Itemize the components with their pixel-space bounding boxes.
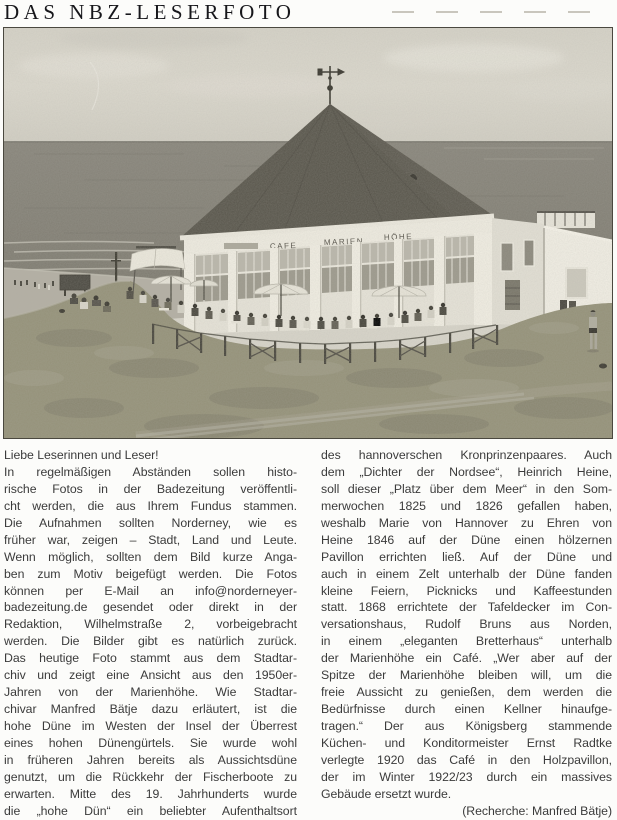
text-line: Küchen- und Konditormeister Ernst Radtke (321, 735, 612, 750)
text-line: dem „Dichter der Nordsee“, Heinrich Heine, (321, 464, 612, 479)
text-line: Redaktion, Wilhelmstraße 2, vorbeigebracht (4, 617, 297, 632)
text-line: versationshaus, Rudolf Bruns aus Norden, (321, 617, 612, 632)
text-line: Spitze der Marienhöhe bleiben will, um die (321, 668, 612, 683)
text-line: Das heutige Foto stammt aus dem Stadtar- (4, 651, 297, 666)
text-line: genutzt, um die Rückkehr der Fischerboote zu (4, 769, 297, 784)
text-line: tragen.“ Der aus Königsberg stammende (321, 719, 612, 733)
text-line: freie Aussicht zu genießen, dem werden die (321, 685, 612, 700)
text-line: chivar Manfred Bätje dazu erläutert, ist die (4, 702, 297, 717)
text-line: Die Aufnahmen sollten Norderney, wie es (4, 515, 297, 530)
text-line: des hannoverschen Kronprinzenpaares. Auch (321, 448, 612, 462)
text-line: merwochen 1825 und 1826 gefallen haben, (321, 498, 612, 513)
text-line: Jahren von der Marienhöhe. Wie Stadtar- (4, 685, 297, 700)
reader-photo-illustration (4, 28, 612, 438)
text-line: eines hohen Dünengürtels. Sie wurde wohl (4, 735, 297, 750)
text-line: in einem „eleganten Bretterhaus“ unterhalb (321, 634, 612, 649)
headline-dashed-rule (392, 11, 612, 13)
text-line: ben zum Motiv beigefügt werden. Die Fotos (4, 566, 297, 581)
text-line: Heine 1846 auf der Düne einen hölzernen (321, 532, 612, 547)
text-line: statt. 1868 errichtete der Tafeldecker im Con- (321, 600, 612, 615)
text-line: Pavillon errichten ließ. Auf der Düne und (321, 549, 612, 564)
text-line: der Marienhöhe ein Café. „Wer aber auf der (321, 651, 612, 666)
credit-line: (Recherche: Manfred Bätje) (462, 803, 612, 818)
reader-photo (3, 27, 613, 439)
article-right-column (321, 447, 612, 820)
text-line: auch in einem Zelt unterhalb der Düne fanden (321, 566, 612, 581)
text-line: cht werden, die aus Ihrem Fundus stammen. (4, 498, 297, 513)
text-line: früher war, zeigen – Stadt, Land und Leute. (4, 532, 297, 547)
text-line: kleine Feiern, Picknicks und Kaffeestunden (321, 583, 612, 598)
text-line: werden. Die Bilder gibt es natürlich zurück. (4, 634, 297, 649)
text-line: In regelmäßigen Abständen sollen histo- (4, 464, 297, 479)
film-grain-overlay (4, 28, 612, 438)
text-line: die „hohe Dün“ ein beliebter Aufenthaltsort (4, 803, 297, 818)
text-line: Bedürfnisse durch einen Kellner hinaufge- (321, 702, 612, 717)
text-line: verlegte 1920 das Café in den Holzpavillon, (321, 752, 612, 767)
page-title: DAS NBZ-LESERFOTO (4, 0, 296, 24)
text-line: erwarten. Mitte des 19. Jahrhunderts wurde (4, 786, 297, 801)
text-line: hohe Düne im Westen der Insel der Überrest (4, 719, 297, 733)
text-line: der im Winter 1922/23 durch ein massives (321, 769, 612, 784)
text-line: Gebäude ersetzt wurde. (321, 786, 452, 801)
text-line: weshalb Marie von Hannover zu Ehren von (321, 515, 612, 530)
text-line: in früheren Jahren bereits als Aussichtsdüne (4, 752, 297, 767)
text-line: Liebe Leserinnen und Leser! (4, 448, 159, 462)
text-line: rische Fotos in der Badezeitung veröffentli- (4, 481, 297, 496)
article-left-column (4, 447, 297, 820)
text-line: chiv und zeigt eine Ansicht aus den 1950er- (4, 668, 297, 683)
text-line: badezeitung.de gesendet oder direkt in der (4, 600, 297, 615)
text-line: soll dieser „Platz über dem Meer“ in den Som- (321, 481, 612, 496)
text-line: können per E-Mail an info@norderneyer- (4, 583, 297, 598)
text-line: Wenn möglich, sollten dem Bild kurze Anga- (4, 549, 297, 564)
